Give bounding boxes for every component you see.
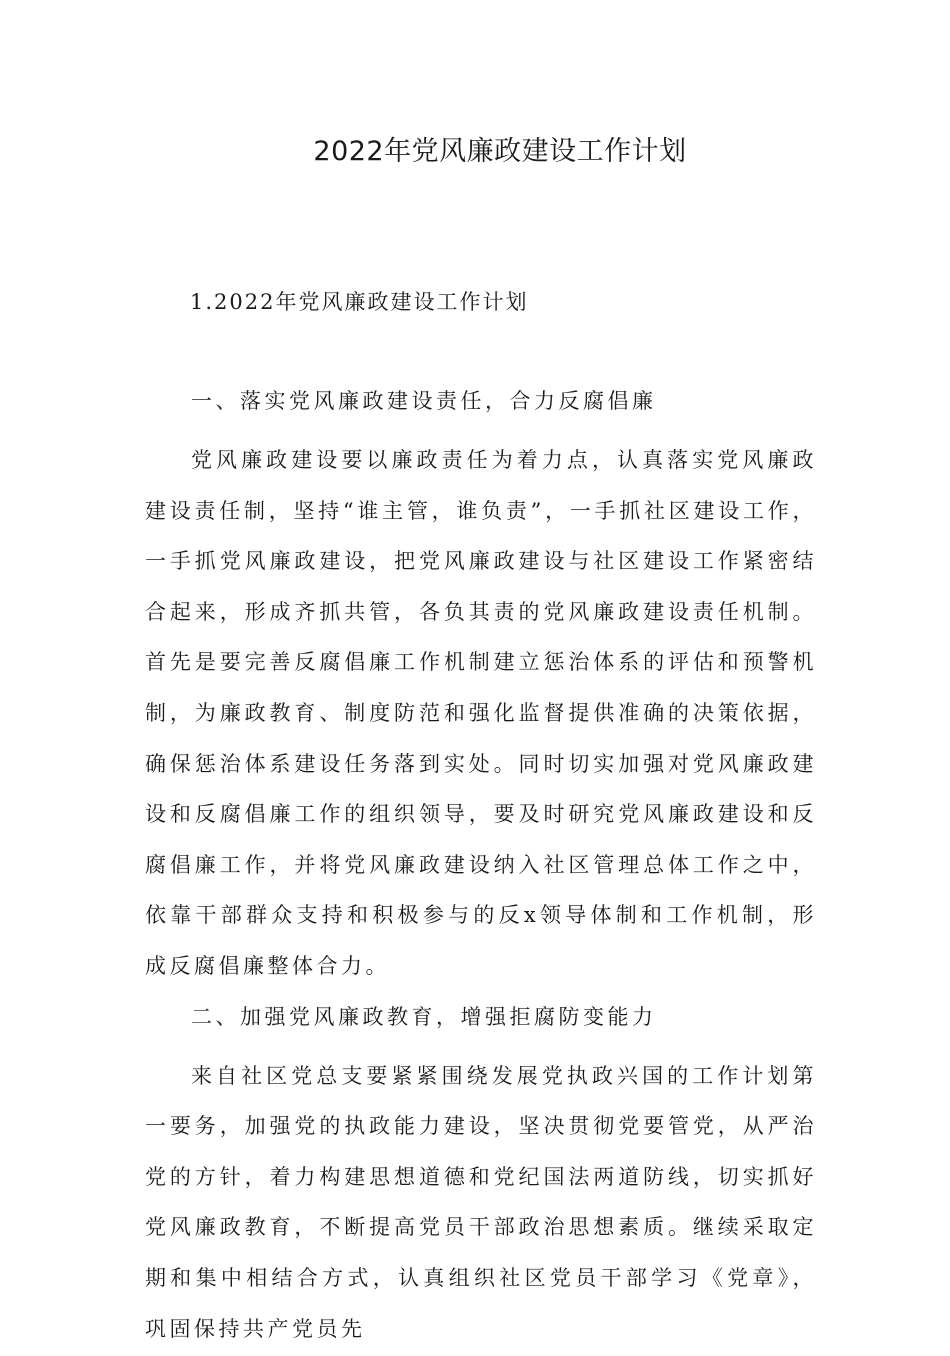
document-title: 2022年党风廉政建设工作计划 <box>313 136 687 167</box>
section-title: 1.2022年党风廉政建设工作计划 <box>190 290 529 314</box>
heading-responsibility: 一、落实党风廉政建设责任，合力反腐倡廉 <box>191 389 657 413</box>
heading-education: 二、加强党风廉政教育，增强拒腐防变能力 <box>191 1004 657 1029</box>
paragraph-education: 来自社区党总支要紧紧围绕发展党执政兴国的工作计划第一要务，加强党的执政能力建设，坚决贯彻党要管党，从严治党的方针，着力构建思想道德和党纪国法两道防线，切实抓好党风廉政教育，不断提高党员干部政治思想素质。继续采取定期和集中相结合方式，认真组织社区党员干部学习《党章》，巩固保持共产党员先 <box>145 1063 817 1341</box>
document-body <box>145 384 817 1356</box>
paragraph-responsibility: 党风廉政建设要以廉政责任为着力点，认真落实党风廉政建设责任制，坚持“谁主管，谁负责”，一手抓社区建设工作，一手抓党风廉政建设，把党风廉政建设与社区建设工作紧密结合起来，形成齐抓共管，各负其责的党风廉政建设责任机制。首先是要完善反腐倡廉工作机制建立惩治体系的评估和预警机制，为廉政教育、制度防范和强化监督提供准确的决策依据，确保惩治体系建设任务落到实处。同时切实加强对党风廉政建设和反腐倡廉工作的组织领导，要及时研究党风廉政建设和反腐倡廉工作，并将党风廉政建设纳入社区管理总体工作之中，依靠干部群众支持和积极参与的反x领导体制和工作机制，形成反腐倡廉整体合力。 <box>145 448 817 978</box>
